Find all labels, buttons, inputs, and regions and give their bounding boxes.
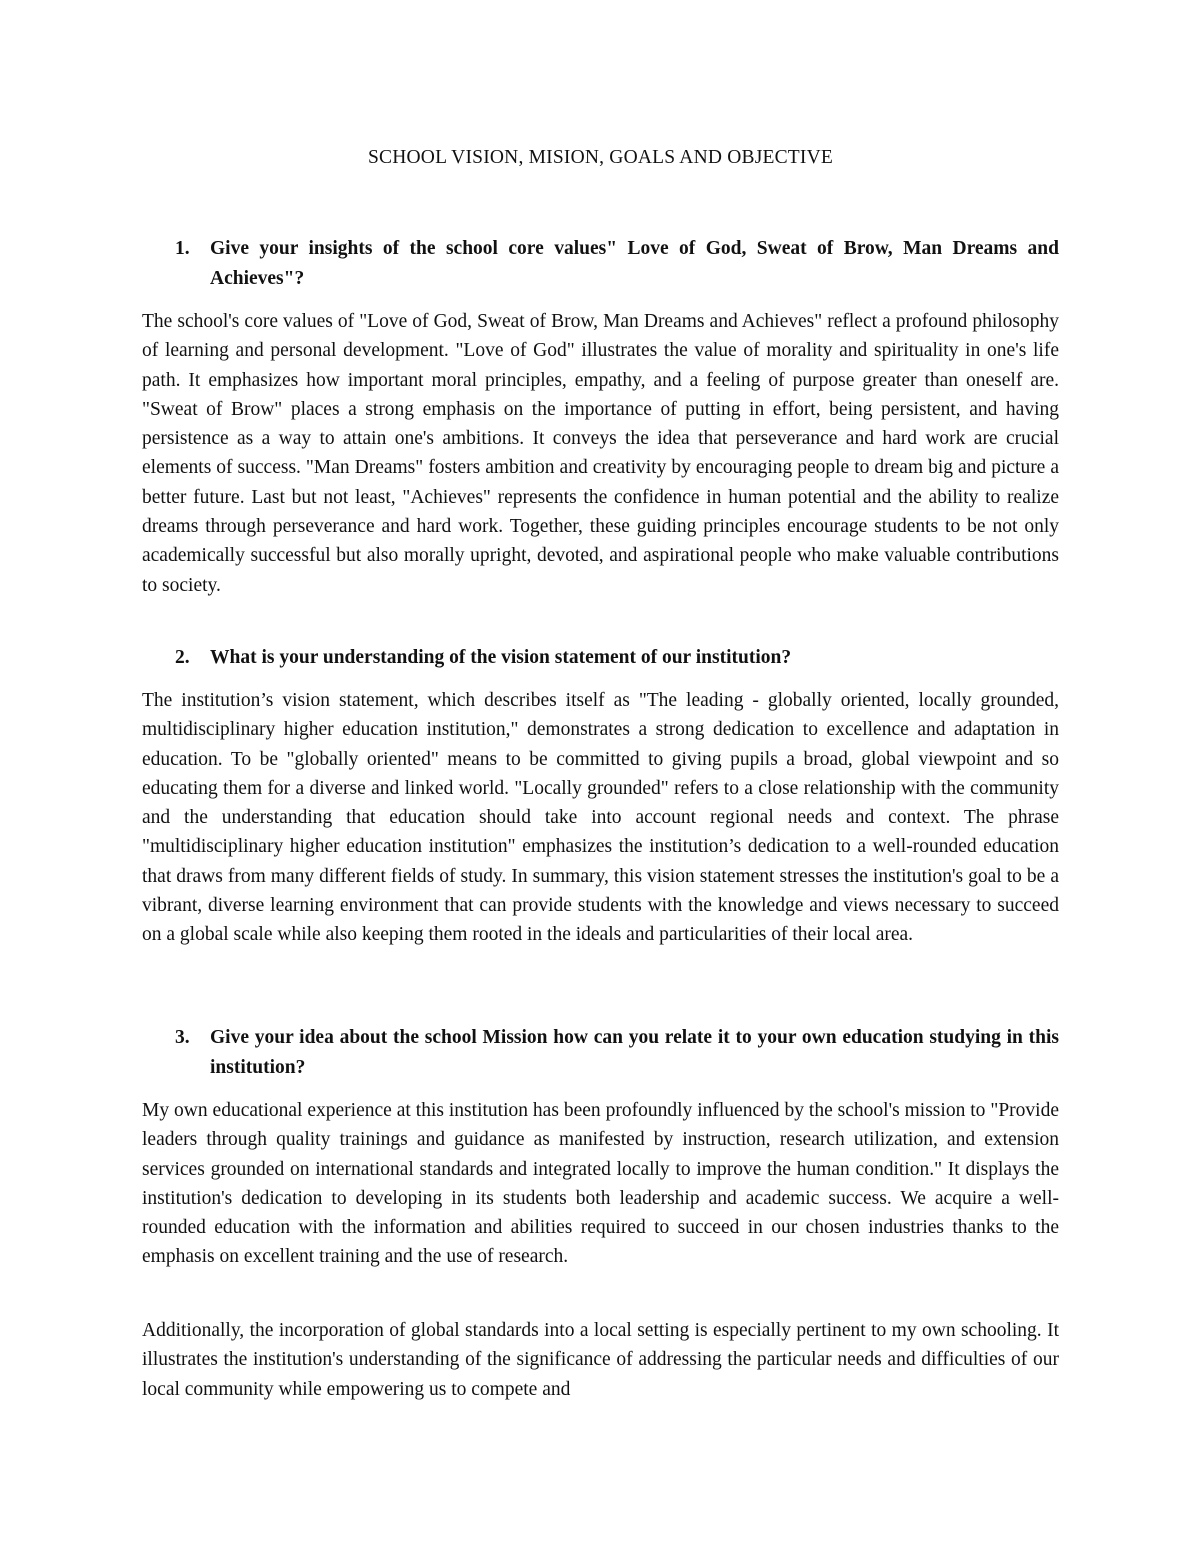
question-text: Give your insights of the school core values" Love of God, Sweat of Brow, Man Dreams and Achieves"? [210, 238, 1059, 289]
question-text: Give your idea about the school Mission how can you relate it to your own education studying in this institution? [210, 1027, 1059, 1078]
answer-1-paragraph-1: The school's core values of "Love of God, Sweat of Brow, Man Dreams and Achieves" reflect a profound philosophy of learning and personal development. "Love of God" illustrates the value of morality and spirituality in one's life path. It emphasizes how important moral principles, empathy, and a feeling of purpose greater than oneself are. "Sweat of Brow" places a strong emphasis on the importance of putting in effort, being persistent, and having persistence as a way to attain one's ambitions. It conveys the idea that perseverance and hard work are crucial elements of success. "Man Dreams" fosters ambition and creativity by encouraging people to dream big and picture a better future. Last but not least, "Achieves" represents the confidence in human potential and the ability to realize dreams through perseverance and hard work. Together, these guiding principles encourage students to be not only academically successful but also morally upright, devoted, and aspirational people who make valuable contributions to society. [142, 311, 1059, 596]
question-number: 3. [175, 1027, 190, 1048]
question-2 [142, 643, 1059, 673]
answer-3-paragraph-2: Additionally, the incorporation of global standards into a local setting is especially pertinent to my own schooling. It illustrates the institution's understanding of the significance of addressing the particular needs and difficulties of our local community while empowering us to compete and [142, 1320, 1059, 1400]
question-number: 1. [175, 238, 190, 259]
document-page [142, 0, 1059, 1553]
question-3 [142, 1023, 1059, 1082]
answer-3-paragraph-1: My own educational experience at this institution has been profoundly influenced by the school's mission to "Provide leaders through quality trainings and guidance as manifested by instruction, research utilization, and extension services grounded on international standards and integrated locally to improve the human condition." It displays the institution's dedication to developing in its students both leadership and academic success. We acquire a well-rounded education with the information and abilities required to succeed in our chosen industries thanks to the emphasis on excellent training and the use of research. [142, 1100, 1059, 1268]
question-1 [142, 234, 1059, 293]
answer-2-paragraph-1: The institution’s vision statement, which describes itself as "The leading - globally oriented, locally grounded, multidisciplinary higher education institution," demonstrates a strong dedication to excellence and adaptation in education. To be "globally oriented" means to be committed to giving pupils a broad, global viewpoint and so educating them for a diverse and linked world. "Locally grounded" refers to a close relationship with the community and the understanding that education should take into account regional needs and context. The phrase "multidisciplinary higher education institution" emphasizes the institution’s dedication to a well-rounded education that draws from many different fields of study. In summary, this vision statement stresses the institution's goal to be a vibrant, diverse learning environment that can provide students with the knowledge and views necessary to succeed on a global scale while also keeping them rooted in the ideals and particularities of their local area. [142, 690, 1059, 946]
question-text: What is your understanding of the vision statement of our institution? [210, 647, 792, 668]
question-number: 2. [175, 647, 190, 668]
document-title: SCHOOL VISION, MISION, GOALS AND OBJECTIVE [367, 147, 834, 168]
